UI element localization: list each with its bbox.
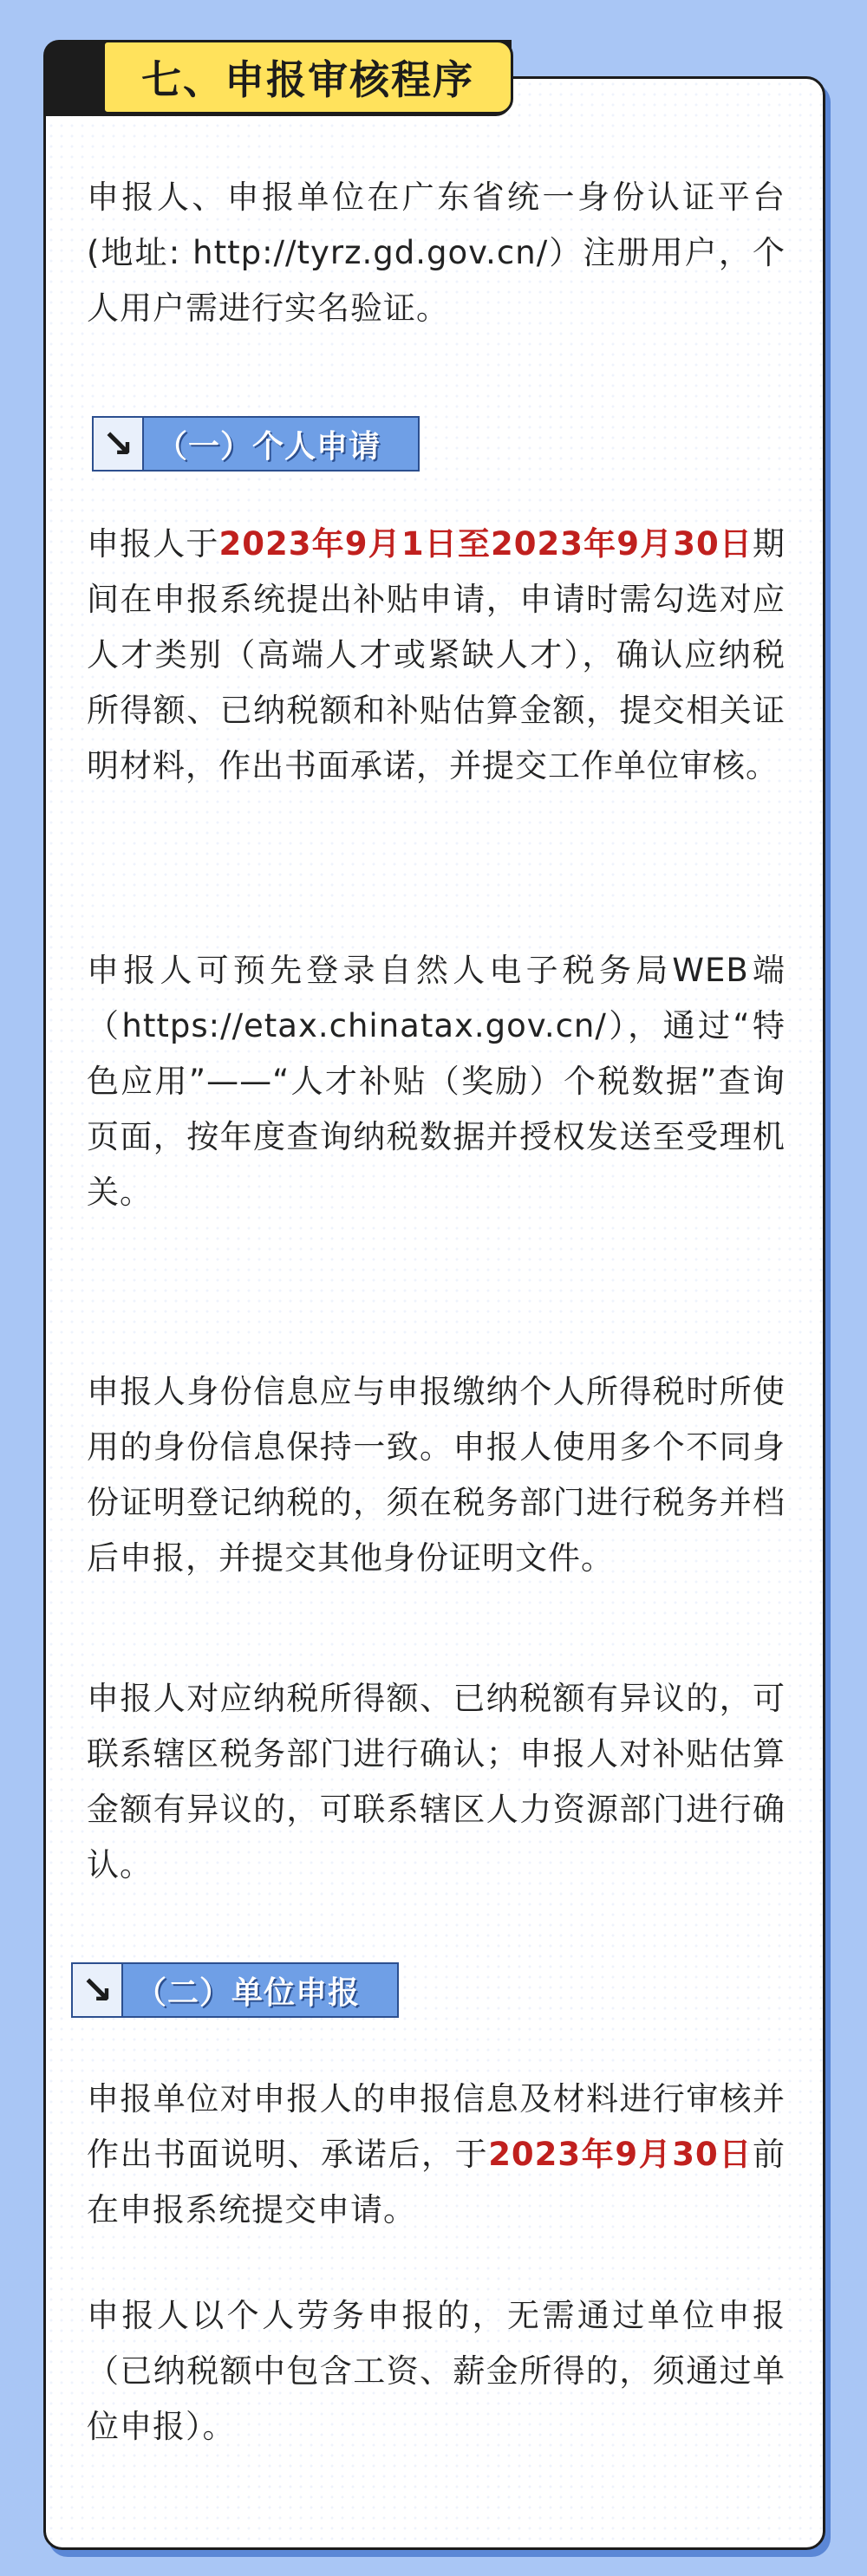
personal-paragraph-2: 申报人可预先登录自然人电子税务局WEB端（https://etax.chinatax.gov.cn/），通过“特色应用”——“人才补贴（奖励）个税数据”查询页面，按年度查询纳税数据并授权发送至受理机关。 <box>87 952 786 1211</box>
unit-paragraph-1 <box>87 2072 786 2238</box>
intro-paragraph: 申报人、申报单位在广东省统一身份认证平台(地址: http://tyrz.gd.gov.cn/）注册用户，个人用户需进行实名验证。 <box>87 179 786 327</box>
p1-text-after: 期间在申报系统提出补贴申请，申请时需勾选对应人才类别（高端人才或紧缺人才），确认应纳税所得额、已纳税额和补贴估算金额，提交相关证明材料，作出书面承诺，并提交工作单位审核。 <box>87 525 786 784</box>
title-banner <box>102 40 513 114</box>
section-heading-personal <box>92 416 420 472</box>
deadline-highlight: 2023年9月1日至2023年9月30日 <box>218 525 753 563</box>
p1-text-before: 申报人于 <box>87 525 219 563</box>
unit-p1-text-before: 申报单位对申报人的申报信息及材料进行审核并作出书面说明、承诺后，于 <box>87 2080 786 2173</box>
personal-paragraph-3: 申报人身份信息应与申报缴纳个人所得税时所使用的身份信息保持一致。申报人使用多个不同身份证明登记纳税的，须在税务部门进行税务并档后申报，并提交其他身份证明文件。 <box>87 1373 786 1577</box>
section-heading-unit <box>71 1962 399 2018</box>
page-title: 七、申报审核程序 <box>141 56 474 103</box>
arrow-down-right-icon: ↘ <box>73 1964 123 2016</box>
unit-p1-text-after: 前在申报系统提交申请。 <box>87 2136 786 2228</box>
arrow-down-right-icon: ↘ <box>94 418 144 470</box>
section-heading-label: （一）个人申请 <box>156 428 381 465</box>
unit-paragraph-2: 申报人以个人劳务申报的，无需通过单位申报（已纳税额中包含工资、薪金所得的，须通过单位申报）。 <box>87 2297 786 2445</box>
personal-paragraph-4: 申报人对应纳税所得额、已纳税额有异议的，可联系辖区税务部门进行确认；申报人对补贴估算金额有异议的，可联系辖区人力资源部门进行确认。 <box>87 1680 786 1883</box>
unit-deadline-highlight: 2023年9月30日 <box>488 2136 753 2173</box>
section-heading-label: （二）单位申报 <box>135 1974 361 2011</box>
personal-paragraph-1 <box>87 517 786 794</box>
